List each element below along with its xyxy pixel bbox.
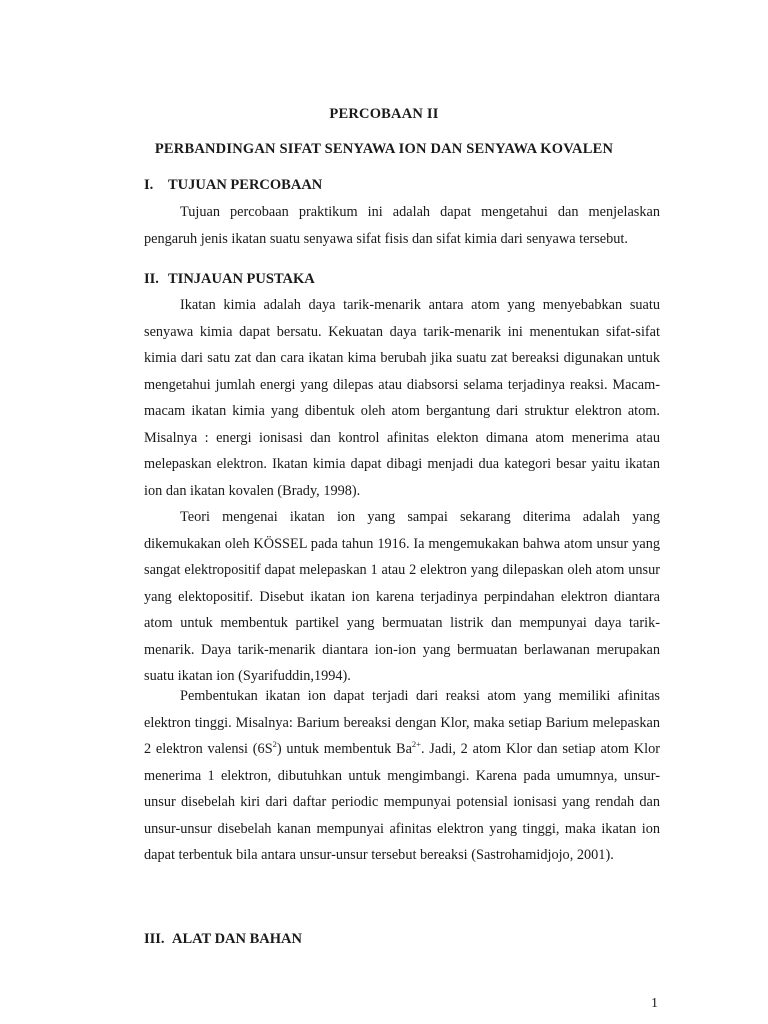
section-number: I. bbox=[144, 177, 154, 193]
paragraph-pembentukan-ion bbox=[144, 683, 660, 869]
section-title: TUJUAN PERCOBAAN bbox=[168, 177, 323, 193]
section-number: III. bbox=[144, 931, 165, 947]
page-number: 1 bbox=[651, 996, 658, 1011]
paragraph-ikatan-kimia: Ikatan kimia adalah daya tarik-menarik antara atom yang menyebabkan suatu senyawa kimia dapat bersatu. Kekuatan daya tarik-menarik ini menentukan sifat-sifat kimia dari satu zat dan cara ikatan kima berubah jika suatu zat bereaksi digunakan untuk mengetahui jumlah energi yang dilepas atau diabsorsi selama terjadinya reaksi. Macam-macam ikatan kimia yang dibentuk oleh atom bergantung dari struktur elektron atom. Misalnya : energi ionisasi dan kontrol afinitas elekton dimana atom menerima atau melepaskan elektron. Ikatan kimia dapat dibagi menjadi dua kategori besar yaitu ikatan ion dan ikatan kovalen (Brady, 1998). bbox=[144, 297, 660, 499]
text-run: ) untuk membentuk Ba bbox=[276, 741, 412, 757]
text-run: Pembentukan ikatan ion dapat terjadi dari reaksi atom yang memiliki afinitas elektron tinggi. Misalnya: Barium bereaksi dengan Klor, maka setiap Barium melepaskan 2 elektron valensi (6S bbox=[144, 688, 660, 757]
section-title: TINJAUAN PUSTAKA bbox=[168, 271, 315, 287]
section-title: ALAT DAN BAHAN bbox=[172, 931, 302, 947]
paragraph-ikatan-ion: Teori mengenai ikatan ion yang sampai sekarang diterima adalah yang dikemukakan oleh KÖSSEL pada tahun 1916. Ia mengemukakan bahwa atom unsur yang sangat elektropositif dapat melepaskan 1 atau 2 elektron yang dilepaskan oleh atom unsur yang elektopositif. Disebut ikatan ion karena terjadinya perpindahan elektron diantara atom untuk membentuk partikel yang bermuatan listrik dan mempunyai daya tarik-menarik. Daya tarik-menarik diantara ion-ion yang bermuatan berlawanan merupakan suatu ikatan ion (Syarifuddin,1994). bbox=[144, 509, 660, 684]
superscript: 2+ bbox=[411, 739, 421, 749]
document-subtitle: PERBANDINGAN SIFAT SENYAWA ION DAN SENYAWA KOVALEN bbox=[154, 141, 614, 157]
section-heading-tinjauan bbox=[144, 271, 315, 288]
section-heading-tujuan bbox=[144, 177, 322, 194]
section-number: II. bbox=[144, 271, 159, 287]
document-title: PERCOBAAN II bbox=[329, 106, 439, 122]
superscript: 2 bbox=[272, 739, 277, 749]
paragraph-tujuan: Tujuan percobaan praktikum ini adalah dapat mengetahui dan menjelaskan pengaruh jenis ikatan suatu senyawa sifat fisis dan sifat kimia dari senyawa tersebut. bbox=[144, 204, 660, 247]
text-run: . Jadi, 2 atom Klor dan setiap atom Klor menerima 1 elektron, dibutuhkan untuk mengimbangi. Karena pada umumnya, unsur-unsur disebelah kiri dari daftar periodic mempunyai potensial ionisasi yang rendah dan unsur-unsur disebelah kanan mempunyai afinitas elektron yang tinggi, maka ikatan ion dapat terbentuk bila antara unsur-unsur tersebut bereaksi (Sastrohamidjojo, 2001). bbox=[144, 741, 661, 863]
section-heading-alat-bahan bbox=[144, 931, 302, 948]
